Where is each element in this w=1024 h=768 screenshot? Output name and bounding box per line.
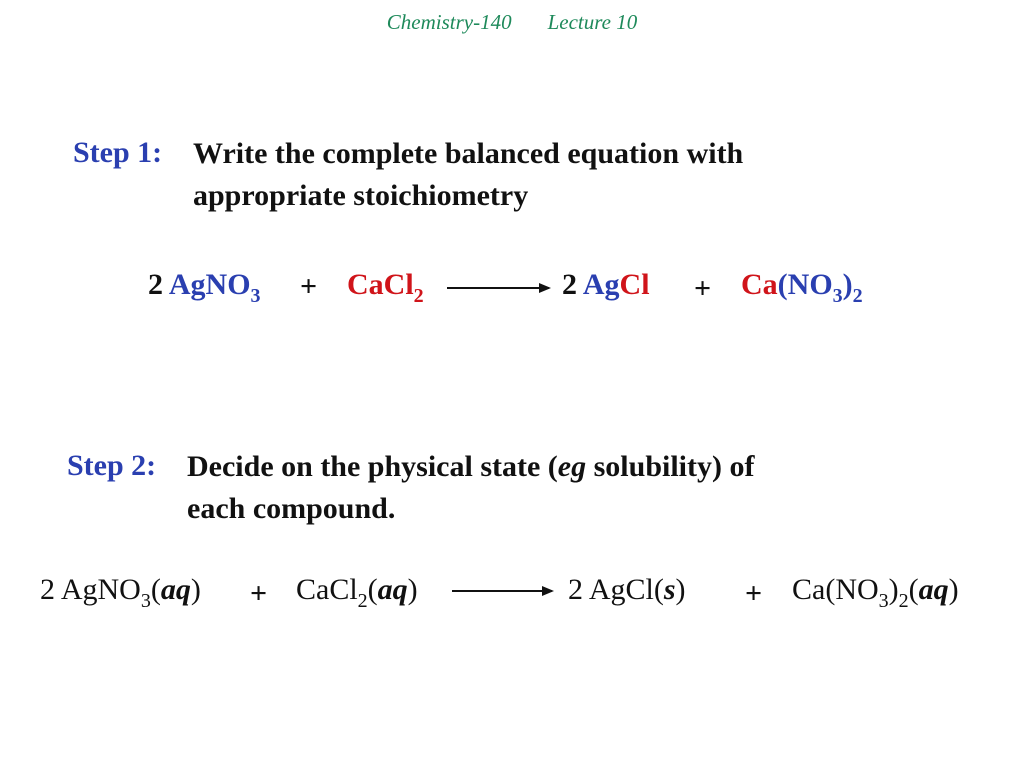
eq1-coef2: 2 — [562, 268, 577, 301]
eq1-reaction-arrow-icon — [447, 287, 549, 289]
step1-label: Step 1: — [73, 136, 163, 169]
eq2-reaction-arrow-icon — [452, 590, 552, 592]
eq1-ag: Ag — [582, 268, 620, 301]
slide-header — [0, 10, 1024, 35]
eq1-ca1: Ca — [347, 268, 384, 301]
eq2-plus1: + — [250, 577, 268, 610]
step1-text — [193, 133, 743, 217]
eq1-agno3: AgNO$_3$ — [168, 268, 261, 307]
eq1-product1 — [562, 268, 650, 302]
step1-line1: Write the complete balanced equation with — [193, 137, 744, 170]
eq2-reactant1: 2 AgNO$_3$(aq) — [40, 573, 201, 612]
eq2-product2: $Ca(NO_3)_2(aq)$ — [792, 573, 959, 612]
step2-label: Step 2: — [67, 449, 157, 482]
eq1-cl: Cl — [619, 268, 650, 301]
eq1-ca2: Ca — [741, 268, 778, 301]
eq1-plus1: + — [300, 270, 318, 303]
eq1-cl2: $Cl_2$ — [383, 268, 424, 307]
eq1-no3: $(NO_3)_2$ — [777, 268, 863, 307]
eq2-plus2: + — [745, 577, 763, 610]
eq2-reactant2: CaCl$_2$(aq) — [296, 573, 418, 612]
eq2-product1: 2 AgCl(s) — [568, 573, 686, 606]
step1-line2: appropriate stoichiometry — [193, 179, 529, 212]
course-title: Chemistry-140 — [386, 10, 512, 34]
step2-text — [187, 446, 754, 530]
eq1-product2 — [741, 268, 863, 307]
step2-line1: Decide on the physical state (eg solubility) of — [187, 450, 755, 483]
eq1-plus2: + — [694, 272, 712, 305]
eq1-coef1: 2 — [148, 268, 163, 301]
lecture-number: Lecture 10 — [547, 10, 638, 34]
eq1-reactant2 — [347, 268, 424, 307]
eq1-reactant1 — [148, 268, 261, 307]
step2-line2: each compound. — [187, 492, 396, 525]
